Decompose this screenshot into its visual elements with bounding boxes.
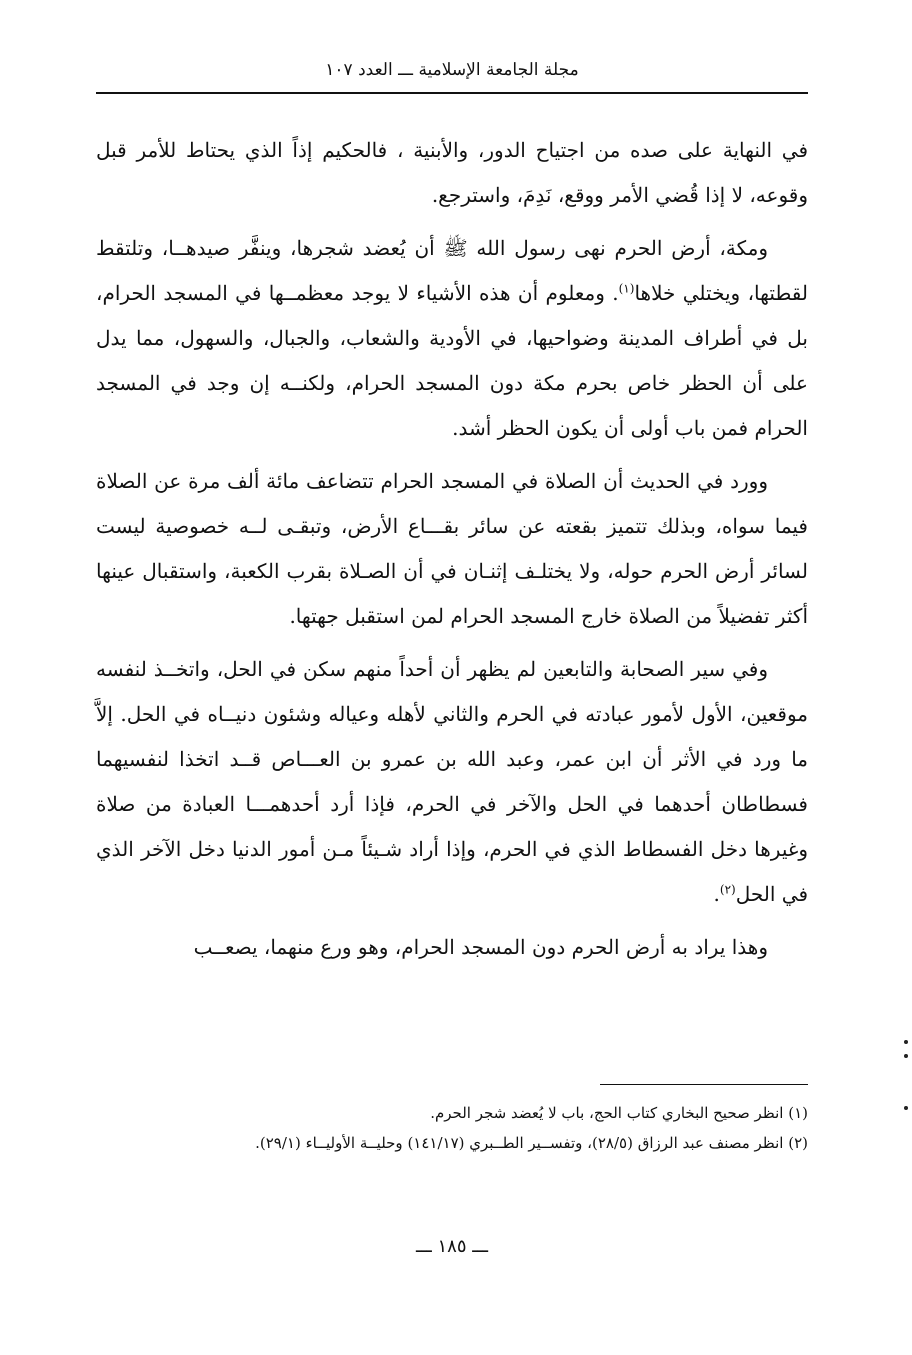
footnote-ref-2[interactable]: (٢) bbox=[719, 882, 736, 897]
paragraph-4-text-b: . bbox=[713, 882, 720, 906]
paragraph-4 bbox=[96, 647, 808, 917]
paragraph-5: وهذا يراد به أرض الحرم دون المسجد الحرام، وهو ورع منهما، يصعــب bbox=[193, 935, 768, 959]
running-header: مجلة الجامعة الإسلامية ـــ العدد ١٠٧ bbox=[325, 60, 579, 80]
header-divider bbox=[96, 92, 808, 94]
footnote-1: (١) انظر صحيح البخاري كتاب الحج، باب لا يُعضد شجر الحرم. bbox=[430, 1104, 808, 1122]
page-number: ـــ ١٨٥ ـــ bbox=[415, 1236, 489, 1257]
paragraph-1: في النهاية على صده من اجتياح الدور، والأبنية ، فالحكيم إذاً الذي يحتاط للأمر قبل وقوعه، لا إذا قُضي الأمر ووقع، نَدِمَ، واسترجع. bbox=[96, 138, 808, 207]
footnote-divider bbox=[600, 1084, 808, 1085]
paragraph-2 bbox=[96, 226, 808, 451]
paragraph-3: وورد في الحديث أن الصلاة في المسجد الحرام تتضاعف مائة ألف مرة عن الصلاة فيما سواه، وبذلك تتميز بقعته عن سائر بقـــاع الأرض، وتبقـى لــه خصوصية ليست لسائر أرض الحرم حوله، ولا يختلـف إثنـان في أن الصـلاة بقرب الكعبة، واستقبال عينها أكثر تفضيلاً من الصلاة خارج المسجد الحرام لمن استقبل جهتها. bbox=[96, 469, 808, 628]
footnote-2: (٢) انظر مصنف عبد الرزاق (٢٨/٥)، وتفســير الطــبري (١٤١/١٧) وحليــة الأوليــاء (٢٩/١). bbox=[255, 1134, 808, 1152]
footnotes bbox=[96, 1098, 808, 1158]
margin-mark bbox=[904, 1106, 908, 1110]
margin-mark bbox=[904, 1054, 908, 1058]
footnote-ref-1[interactable]: (١) bbox=[618, 281, 635, 296]
margin-mark bbox=[904, 1040, 908, 1044]
body-text bbox=[96, 128, 808, 978]
paragraph-4-text-a: وفي سير الصحابة والتابعين لم يظهر أن أحداً منهم سكن في الحل، واتخــذ لنفسه موقعين، الأول لأمور عبادته في الحرم والثاني لأهله وعياله وشئون دنيــاه في الحل. إلاَّ ما ورد في الأثر أن ابن عمر، وعبد الله بن عمرو بن العـــاص قــد اتخذا لنفسيهما فسطاطان أحدهما في الحل والآخر في الحرم، فإذا أرد أحدهمـــا العبادة من صلاة وغيرها دخل الفسطاط الذي في الحرم، وإذا أراد شـيئاً مـن أمور الدنيا دخل الآخر الذي في الحل bbox=[96, 657, 808, 906]
paragraph-2-text-a: ومكة، أرض الحرم نهى رسول الله ﷺ أن يُعضد شجرها، وينفَّر صيدهــا، وتلتقط لقطتها، ويختلي خلاها bbox=[96, 236, 808, 305]
paragraph-2-text-b: . ومعلوم أن هذه الأشياء لا يوجد معظمــها في المسجد الحرام، بل في أطراف المدينة وضواحيها، في الأودية والشعاب، والجبال، والسهول، مما يدل على أن الحظر خاص بحرم مكة دون المسجد الحرام، ولكنــه إن وجد في المسجد الحرام فمن باب أولى أن يكون الحظر أشد. bbox=[96, 281, 808, 440]
